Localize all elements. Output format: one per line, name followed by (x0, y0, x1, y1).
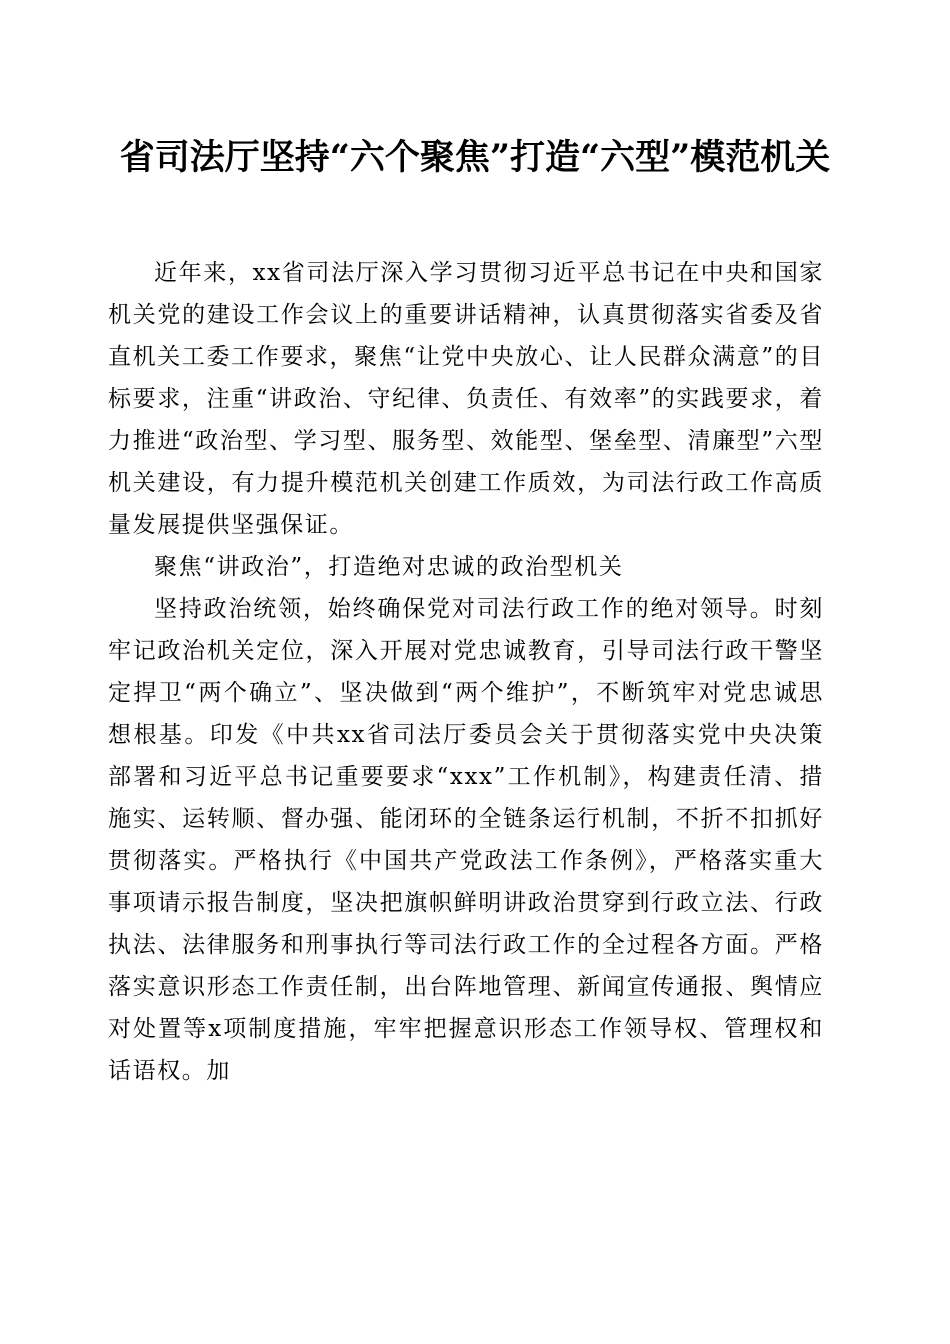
document-body (108, 252, 824, 1092)
intro-paragraph: 近年来，xx省司法厅深入学习贯彻习近平总书记在中央和国家机关党的建设工作会议上的重要讲话精神，认真贯彻落实省委及省直机关工委工作要求，聚焦“让党中央放心、让人民群众满意”的目标要求，注重“讲政治、守纪律、负责任、有效率”的实践要求，着力推进“政治型、学习型、服务型、效能型、堡垒型、清廉型”六型机关建设，有力提升模范机关创建工作质效，为司法行政工作高质量发展提供坚强保证。 (108, 260, 824, 538)
body-paragraph: 坚持政治统领，始终确保党对司法行政工作的绝对领导。时刻牢记政治机关定位，深入开展对党忠诚教育，引导司法行政干警坚定捍卫“两个确立”、坚决做到“两个维护”，不断筑牢对党忠诚思想根基。印发《中共xx省司法厅委员会关于贯彻落实党中央决策部署和习近平总书记重要要求“xxx”工作机制》，构建责任清、措施实、运转顺、督办强、能闭环的全链条运行机制，不折不扣抓好贯彻落实。严格执行《中国共产党政法工作条例》，严格落实重大事项请示报告制度，坚决把旗帜鲜明讲政治贯穿到行政立法、行政执法、法律服务和刑事执行等司法行政工作的全过程各方面。严格落实意识形态工作责任制，出台阵地管理、新闻宣传通报、舆情应对处置等x项制度措施，牢牢把握意识形态工作领导权、管理权和话语权。加 (108, 596, 824, 1084)
section-heading: 聚焦“讲政治”，打造绝对忠诚的政治型机关 (154, 554, 624, 580)
document-title: 省司法厅坚持“六个聚焦”打造“六型”模范机关 (119, 137, 831, 178)
